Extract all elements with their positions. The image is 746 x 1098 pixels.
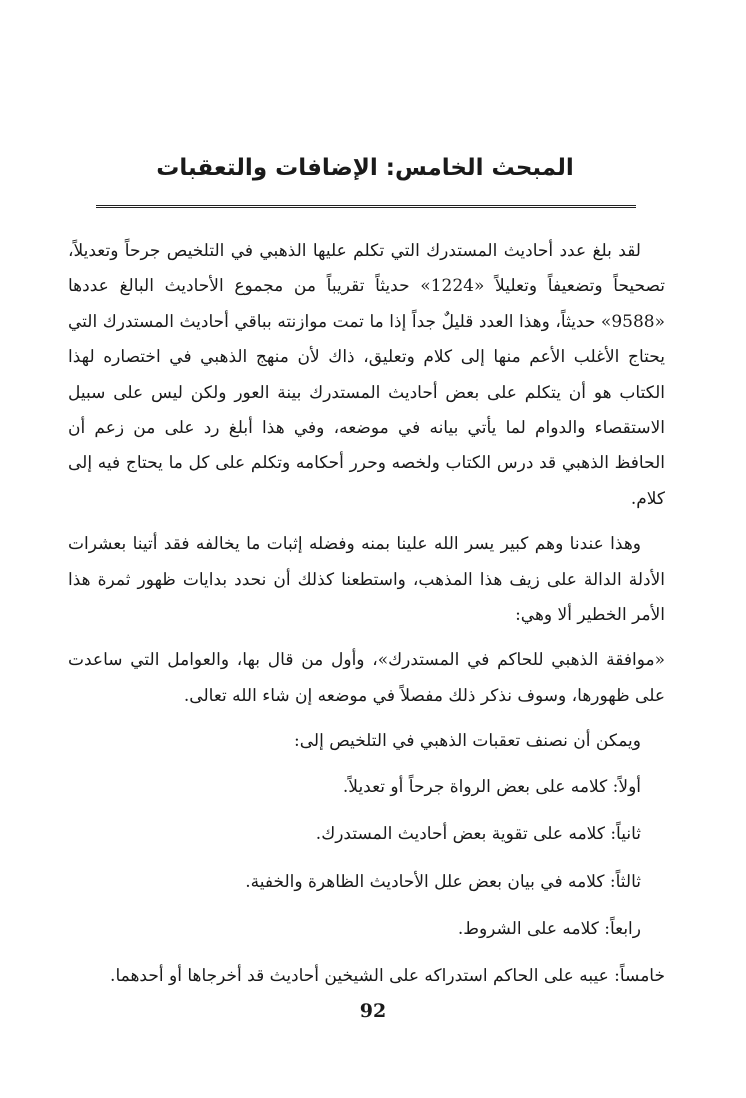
paragraph-3: «موافقة الذهبي للحاكم في المستدرك»، وأول من قال بها، والعوامل التي ساعدت على ظهورها، وسوف نذكر ذلك مفصلاً في موضعه إن شاء الله تعالى. bbox=[68, 650, 665, 706]
paragraph-final: خامساً: عيبه على الحاكم استدراكه على الشيخين أحاديث قد أخرجاها أو أحدهما. bbox=[110, 966, 665, 987]
list-item-1: أولاً: كلامه على بعض الرواة جرحاً أو تعديلاً. bbox=[342, 776, 641, 797]
page-number: 92 bbox=[359, 1000, 387, 1022]
paragraph-2: وهذا عندنا وهم كبير يسر الله علينا بمنه وفضله إثبات ما يخالفه فقد أتينا بعشرات الأدلة الدالة على زيف هذا المذهب، واستطعنا كذلك أن نحدد بدايات ظهور ثمرة هذا الأمر الخطير ألا وهي: bbox=[68, 534, 665, 626]
page-body bbox=[68, 234, 665, 1005]
list-item-2: ثانياً: كلامه على تقوية بعض أحاديث المستدرك. bbox=[315, 824, 641, 845]
section-heading: المبحث الخامس: الإضافات والتعقبات bbox=[156, 155, 574, 181]
list-item-3: ثالثاً: كلامه في بيان بعض علل الأحاديث الظاهرة والخفية. bbox=[245, 871, 641, 892]
paragraph-4: ويمكن أن نصنف تعقبات الذهبي في التلخيص إلى: bbox=[294, 731, 641, 752]
paragraph-1: لقد بلغ عدد أحاديث المستدرك التي تكلم عليها الذهبي في التلخيص جرحاً وتعديلاً، تصحيحاً وتضعيفاً وتعليلاً «1224» حديثاً تقريباً من مجموع الأحاديث البالغ عددها «9588» حديثاً، وهذا العدد قليلٌ جداً إذا ما تمت موازنته بباقي أحاديث المستدرك التي يحتاج الأغلب الأعم منها إلى كلام وتعليق، ذاك لأن منهج الذهبي في اختصاره لهذا الكتاب هو أن يتكلم على بعض أحاديث المستدرك بينة العور ولكن ليس على سبيل الاستقصاء والدوام لما يأتي بيانه في موضعه، وفي هذا أبلغ رد على من زعم أن الحافظ الذهبي قد درس الكتاب ولخصه وحرر أحكامه وتكلم على كل ما يحتاج فيه إلى كلام. bbox=[68, 241, 665, 509]
list-item-4: رابعاً: كلامه على الشروط. bbox=[457, 918, 641, 939]
heading-rule bbox=[96, 205, 636, 208]
